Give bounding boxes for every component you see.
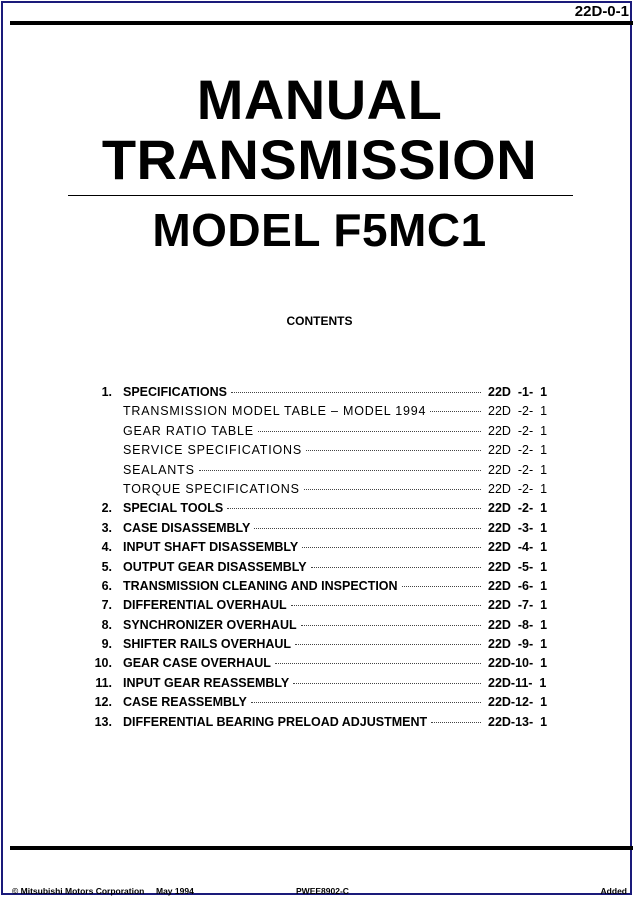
toc-entry-page: 22D -2- 1 xyxy=(488,404,548,419)
dot-leader xyxy=(306,450,481,451)
dot-leader xyxy=(275,663,481,664)
toc-entry-body xyxy=(123,577,485,596)
toc-entry-title: CASE DISASSEMBLY xyxy=(123,520,251,535)
toc-entry-number: 3. xyxy=(101,520,112,535)
toc-entry xyxy=(0,441,639,460)
toc-entry-body xyxy=(123,519,485,538)
dot-leader xyxy=(231,392,481,393)
toc-entry-number: 8. xyxy=(101,617,112,632)
dot-leader xyxy=(291,605,481,606)
toc-entry-page: 22D-12- 1 xyxy=(488,695,548,710)
toc-entry-page: 22D -6- 1 xyxy=(488,578,548,593)
toc-entry-body xyxy=(123,693,485,712)
footer-date: May 1994 xyxy=(156,886,194,896)
toc-entry xyxy=(0,499,639,518)
toc-entry-title: TORQUE SPECIFICATIONS xyxy=(123,481,300,496)
toc-entry xyxy=(0,635,639,654)
toc-entry-number: 10. xyxy=(94,656,112,671)
dot-leader xyxy=(311,567,481,568)
toc-entry-title: CASE REASSEMBLY xyxy=(123,695,247,710)
toc-entry xyxy=(0,383,639,402)
toc-entry xyxy=(0,616,639,635)
toc-entry-body xyxy=(123,596,485,615)
toc-entry xyxy=(0,558,639,577)
toc-entry-body xyxy=(123,383,485,402)
toc-entry-body xyxy=(123,441,485,460)
toc-entry-body xyxy=(123,674,485,693)
toc-entry-title: INPUT GEAR REASSEMBLY xyxy=(123,675,290,690)
toc-entry-body xyxy=(123,480,485,499)
toc-entry-title: GEAR RATIO TABLE xyxy=(123,423,254,438)
toc-entry-page: 22D -2- 1 xyxy=(488,423,548,438)
toc-entry xyxy=(0,713,639,732)
page-code: 22D-0-1 xyxy=(574,3,629,20)
toc-entry-page: 22D-10- 1 xyxy=(488,656,548,671)
toc-entry-number: 5. xyxy=(101,559,112,574)
dot-leader xyxy=(304,489,481,490)
dot-leader xyxy=(293,683,481,684)
toc-entry-title: INPUT SHAFT DISASSEMBLY xyxy=(123,540,299,555)
toc-entry xyxy=(0,674,639,693)
toc-entry-body xyxy=(123,461,485,480)
contents-heading: CONTENTS xyxy=(286,314,353,328)
dot-leader xyxy=(258,431,481,432)
toc-entry-title: TRANSMISSION CLEANING AND INSPECTION xyxy=(123,578,398,593)
toc-entry-number: 13. xyxy=(94,714,112,729)
toc-entry-number: 4. xyxy=(101,540,112,555)
dot-leader xyxy=(301,625,481,626)
toc-entry xyxy=(0,596,639,615)
dot-leader xyxy=(302,547,481,548)
toc-entry-body xyxy=(123,616,485,635)
footer-copyright: © Mitsubishi Motors Corporation xyxy=(12,886,145,896)
dot-leader xyxy=(295,644,481,645)
toc-entry-number: 12. xyxy=(94,695,112,710)
dot-leader xyxy=(227,508,481,509)
toc-entry-body xyxy=(123,635,485,654)
toc-entry-title: GEAR CASE OVERHAUL xyxy=(123,656,271,671)
toc-entry-page: 22D -9- 1 xyxy=(488,637,548,652)
toc-entry xyxy=(0,538,639,557)
toc-entry-number: 6. xyxy=(101,578,112,593)
toc-entry-page: 22D -3- 1 xyxy=(488,520,548,535)
toc-entry-title: SHIFTER RAILS OVERHAUL xyxy=(123,637,292,652)
toc-entry xyxy=(0,519,639,538)
dot-leader xyxy=(431,722,481,723)
title-line-2: TRANSMISSION xyxy=(101,128,538,191)
toc-entry-title: SERVICE SPECIFICATIONS xyxy=(123,443,302,458)
toc-entry-page: 22D -2- 1 xyxy=(488,443,548,458)
toc-entry xyxy=(0,422,639,441)
toc-entry-page: 22D -2- 1 xyxy=(488,481,548,496)
toc-entry-page: 22D -4- 1 xyxy=(488,540,548,555)
toc-entry-body xyxy=(123,558,485,577)
dot-leader xyxy=(430,411,481,412)
toc-entry-body xyxy=(123,654,485,673)
dot-leader xyxy=(254,528,481,529)
footer-status: Added xyxy=(600,886,627,896)
toc-entry-title: SEALANTS xyxy=(123,462,195,477)
toc-entry xyxy=(0,577,639,596)
toc-entry-page: 22D -5- 1 xyxy=(488,559,548,574)
title-rule xyxy=(68,195,573,196)
dot-leader xyxy=(251,702,481,703)
toc-entry xyxy=(0,654,639,673)
top-rule xyxy=(10,21,633,25)
toc-entry-title: TRANSMISSION MODEL TABLE – MODEL 1994 xyxy=(123,404,427,419)
title-line-3: MODEL F5MC1 xyxy=(152,204,487,256)
toc-entry-body xyxy=(123,713,485,732)
bottom-rule xyxy=(10,846,633,850)
footer-publication-code: PWEE8902-C xyxy=(296,886,349,896)
toc-entry-body xyxy=(123,422,485,441)
toc-entry-number: 1. xyxy=(101,385,112,399)
toc-entry-body xyxy=(123,499,485,518)
dot-leader xyxy=(402,586,481,587)
toc-entry-title: SPECIAL TOOLS xyxy=(123,501,224,516)
toc-entry xyxy=(0,480,639,499)
toc-entry-title: SYNCHRONIZER OVERHAUL xyxy=(123,617,297,632)
toc-entry-page: 22D-11- 1 xyxy=(488,675,547,690)
toc-entry-page: 22D -1- 1 xyxy=(488,385,548,399)
toc-entry-title: DIFFERENTIAL OVERHAUL xyxy=(123,598,287,613)
toc-entry-body xyxy=(123,402,485,421)
toc-entry xyxy=(0,461,639,480)
dot-leader xyxy=(199,470,481,471)
toc-entry-number: 9. xyxy=(101,637,112,652)
toc-entry-title: SPECIFICATIONS xyxy=(123,385,227,399)
toc-entry-page: 22D -8- 1 xyxy=(488,617,548,632)
toc-entry-page: 22D -2- 1 xyxy=(488,462,548,477)
toc-entry-number: 2. xyxy=(101,501,112,516)
title-line-1: MANUAL xyxy=(196,68,443,131)
toc-entry-page: 22D -7- 1 xyxy=(488,598,548,613)
toc-entry-number: 11. xyxy=(95,675,112,690)
toc-entry-title: DIFFERENTIAL BEARING PRELOAD ADJUSTMENT xyxy=(123,714,428,729)
toc-entry-title: OUTPUT GEAR DISASSEMBLY xyxy=(123,559,307,574)
toc-entry-page: 22D -2- 1 xyxy=(488,501,548,516)
toc-entry xyxy=(0,402,639,421)
table-of-contents xyxy=(0,383,639,732)
toc-entry-number: 7. xyxy=(101,598,112,613)
toc-entry xyxy=(0,693,639,712)
toc-entry-body xyxy=(123,538,485,557)
toc-entry-page: 22D-13- 1 xyxy=(488,714,548,729)
